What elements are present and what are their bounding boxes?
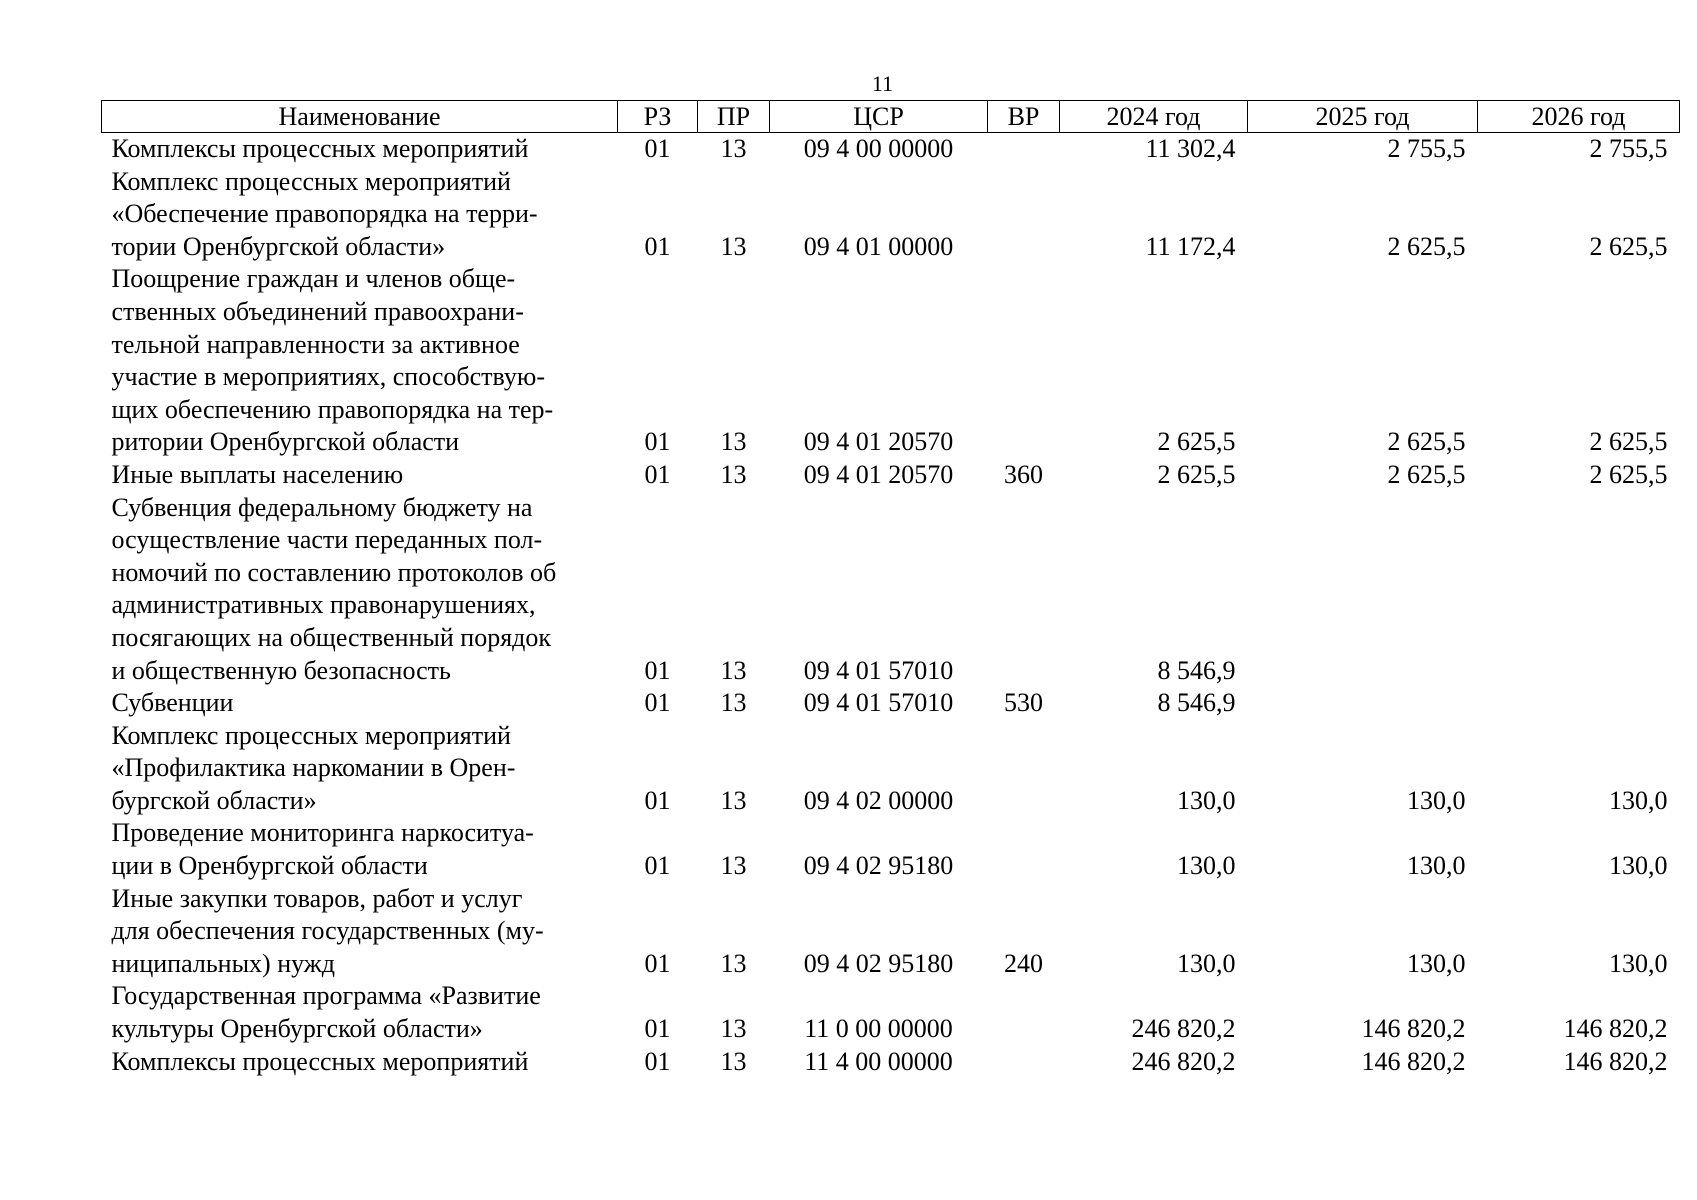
row-name-line: ственных объединений правоохрани- <box>111 296 524 326</box>
cell-vr <box>988 817 1060 882</box>
table-row <box>102 720 1680 818</box>
row-name-line: ции в Оренбургской области <box>111 851 428 881</box>
cell-rz: 01 <box>644 851 671 881</box>
cell-vr: 530 <box>1004 688 1043 718</box>
cell-pr: 13 <box>720 1046 747 1076</box>
row-name <box>102 133 618 166</box>
cell-csr: 09 4 01 57010 <box>803 688 954 718</box>
row-name <box>102 492 618 688</box>
table-row <box>102 1046 1680 1079</box>
row-name-line: Проведение мониторинга наркоситуа- <box>111 818 534 848</box>
table-row <box>102 166 1680 264</box>
cell-y2024: 130,0 <box>1177 785 1236 815</box>
table-row <box>102 492 1680 688</box>
row-name <box>102 817 618 882</box>
row-name-line: осуществление части переданных пол- <box>111 525 543 555</box>
table-row <box>102 687 1680 720</box>
cell-y2026: 2 625,5 <box>1589 427 1668 457</box>
table-row <box>102 263 1680 459</box>
row-name <box>102 720 618 818</box>
table-row <box>102 459 1680 492</box>
table-row <box>102 817 1680 882</box>
row-name-line: административных правонарушениях, <box>111 590 536 620</box>
cell-pr: 13 <box>720 134 747 163</box>
cell-vr: 360 <box>1004 459 1043 489</box>
cell-rz: 01 <box>644 948 671 978</box>
cell-csr: 09 4 02 95180 <box>803 948 954 978</box>
cell-vr: 240 <box>1004 948 1043 978</box>
row-name-line: Иные выплаты населению <box>111 459 404 489</box>
cell-pr: 13 <box>720 785 747 815</box>
cell-vr <box>988 980 1060 1045</box>
row-name-line: Комплексы процессных мероприятий <box>111 134 529 163</box>
cell-y2026: 2 625,5 <box>1589 231 1668 261</box>
cell-y2025: 130,0 <box>1407 948 1466 978</box>
cell-y2024: 8 546,9 <box>1157 655 1236 685</box>
row-name-line: тории Оренбургской области» <box>111 231 446 261</box>
row-name-line: и общественную безопасность <box>111 655 451 685</box>
cell-y2024: 2 625,5 <box>1157 459 1236 489</box>
cell-vr <box>988 720 1060 818</box>
row-name-line: посягающих на общественный порядок <box>111 622 552 652</box>
row-name <box>102 1046 618 1079</box>
table-header-row <box>102 101 1680 133</box>
header-pr: ПР <box>698 101 770 133</box>
header-2025: 2025 год <box>1248 101 1478 133</box>
header-2026: 2026 год <box>1478 101 1680 133</box>
row-name-line: ритории Оренбургской области <box>111 427 460 457</box>
cell-y2024: 246 820,2 <box>1131 1014 1236 1044</box>
cell-y2025: 2 625,5 <box>1387 459 1466 489</box>
header-name: Наименование <box>102 101 618 133</box>
table-row <box>102 883 1680 981</box>
cell-y2025: 146 820,2 <box>1361 1046 1466 1076</box>
cell-y2025: 130,0 <box>1407 851 1466 881</box>
row-name-line: щих обеспечению правопорядка на тер- <box>111 394 554 424</box>
header-csr: ЦСР <box>770 101 988 133</box>
row-name <box>102 883 618 981</box>
cell-y2026 <box>1478 492 1680 688</box>
cell-y2026: 130,0 <box>1609 785 1668 815</box>
cell-y2025 <box>1248 687 1478 720</box>
row-name-line: тельной направленности за активное <box>111 329 520 359</box>
row-name <box>102 263 618 459</box>
cell-y2025: 2 625,5 <box>1387 231 1466 261</box>
cell-y2024: 2 625,5 <box>1157 427 1236 457</box>
row-name-line: Государственная программа «Развитие <box>111 981 541 1011</box>
row-name-line: номочий по составлению протоколов об <box>111 557 557 587</box>
cell-pr: 13 <box>720 948 747 978</box>
cell-pr: 13 <box>720 1014 747 1044</box>
cell-y2025: 2 755,5 <box>1387 134 1466 163</box>
cell-y2024: 11 302,4 <box>1145 134 1236 163</box>
cell-y2024: 130,0 <box>1177 851 1236 881</box>
cell-rz: 01 <box>644 688 671 718</box>
budget-table <box>101 100 1680 1078</box>
cell-y2025: 130,0 <box>1407 785 1466 815</box>
row-name-line: ниципальных) нужд <box>111 948 335 978</box>
cell-vr <box>988 133 1060 166</box>
row-name-line: Иные закупки товаров, работ и услуг <box>111 883 523 913</box>
row-name-line: Поощрение граждан и членов обще- <box>111 264 516 294</box>
row-name-line: Комплекс процессных мероприятий <box>111 166 511 196</box>
cell-csr: 09 4 01 00000 <box>803 231 954 261</box>
cell-y2024: 8 546,9 <box>1157 688 1236 718</box>
cell-vr <box>988 492 1060 688</box>
row-name <box>102 459 618 492</box>
cell-y2026: 146 820,2 <box>1563 1046 1668 1076</box>
cell-csr: 11 0 00 00000 <box>804 1014 953 1044</box>
cell-csr: 09 4 02 95180 <box>803 851 954 881</box>
cell-rz: 01 <box>644 134 671 163</box>
cell-y2026: 2 755,5 <box>1589 134 1668 163</box>
header-2024: 2024 год <box>1060 101 1248 133</box>
cell-y2026: 2 625,5 <box>1589 459 1668 489</box>
row-name <box>102 980 618 1045</box>
cell-pr: 13 <box>720 231 747 261</box>
cell-csr: 09 4 01 20570 <box>803 459 954 489</box>
row-name <box>102 166 618 264</box>
cell-y2026: 130,0 <box>1609 948 1668 978</box>
cell-y2025 <box>1248 492 1478 688</box>
row-name-line: Субвенция федеральному бюджету на <box>111 492 533 522</box>
row-name-line: участие в мероприятиях, способствую- <box>111 362 546 392</box>
table-row <box>102 133 1680 166</box>
cell-y2026: 130,0 <box>1609 851 1668 881</box>
table-row <box>102 980 1680 1045</box>
cell-csr: 09 4 01 57010 <box>803 655 954 685</box>
cell-pr: 13 <box>720 688 747 718</box>
cell-vr <box>988 1046 1060 1079</box>
cell-csr: 11 4 00 00000 <box>804 1046 953 1076</box>
row-name <box>102 687 618 720</box>
cell-vr <box>988 166 1060 264</box>
row-name-line: «Профилактика наркомании в Орен- <box>111 753 516 783</box>
row-name-line: Комплексы процессных мероприятий <box>111 1046 529 1076</box>
cell-vr <box>988 263 1060 459</box>
cell-y2025: 146 820,2 <box>1361 1014 1466 1044</box>
cell-pr: 13 <box>720 427 747 457</box>
cell-rz: 01 <box>644 427 671 457</box>
row-name-line: бургской области» <box>111 785 317 815</box>
cell-y2026 <box>1478 687 1680 720</box>
cell-rz: 01 <box>644 785 671 815</box>
cell-rz: 01 <box>644 655 671 685</box>
cell-csr: 09 4 00 00000 <box>803 134 954 163</box>
cell-rz: 01 <box>644 1014 671 1044</box>
row-name-line: культуры Оренбургской области» <box>111 1014 483 1044</box>
cell-pr: 13 <box>720 459 747 489</box>
cell-y2024: 130,0 <box>1177 948 1236 978</box>
cell-csr: 09 4 01 20570 <box>803 427 954 457</box>
cell-y2025: 2 625,5 <box>1387 427 1466 457</box>
cell-y2026: 146 820,2 <box>1563 1014 1668 1044</box>
cell-rz: 01 <box>644 1046 671 1076</box>
row-name-line: для обеспечения государственных (му- <box>111 916 544 946</box>
header-rz: РЗ <box>618 101 698 133</box>
row-name-line: «Обеспечение правопорядка на терри- <box>111 199 538 229</box>
header-vr: ВР <box>988 101 1060 133</box>
table-body <box>102 133 1680 1079</box>
cell-y2024: 11 172,4 <box>1145 231 1236 261</box>
row-name-line: Субвенции <box>111 688 234 718</box>
row-name-line: Комплекс процессных мероприятий <box>111 720 511 750</box>
cell-rz: 01 <box>644 459 671 489</box>
cell-rz: 01 <box>644 231 671 261</box>
page-number: 11 <box>871 71 894 96</box>
cell-pr: 13 <box>720 851 747 881</box>
cell-y2024: 246 820,2 <box>1131 1046 1236 1076</box>
cell-pr: 13 <box>720 655 747 685</box>
cell-csr: 09 4 02 00000 <box>803 785 954 815</box>
